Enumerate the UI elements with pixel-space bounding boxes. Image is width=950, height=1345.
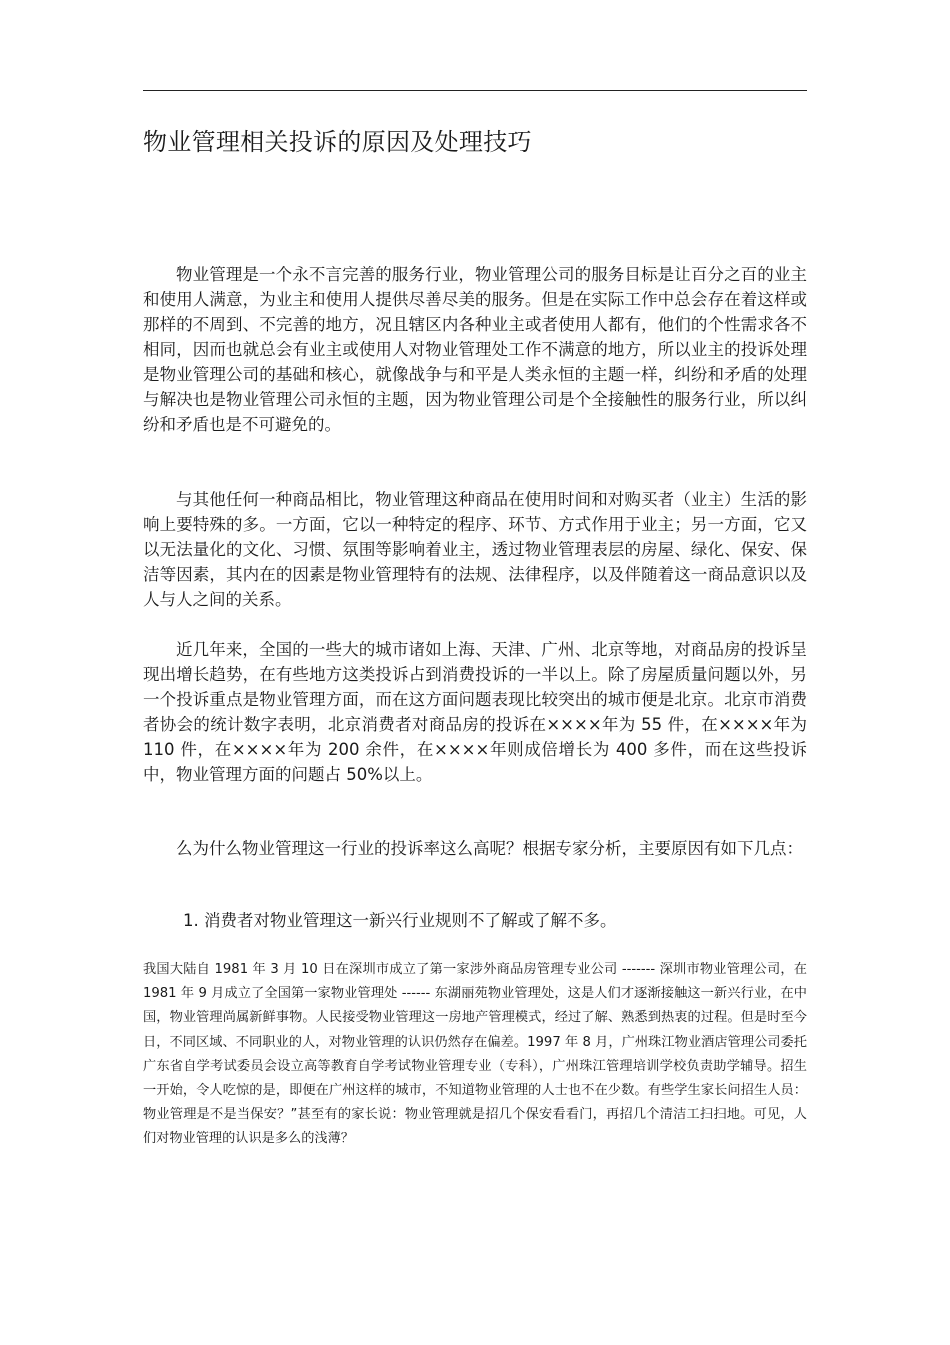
header-rule — [143, 90, 807, 91]
paragraph-intro: 物业管理是一个永不言完善的服务行业，物业管理公司的服务目标是让百分之百的业主和使用人满意，为业主和使用人提供尽善尽美的服务。但是在实际工作中总会存在着这样或那样的不周到、不完善的地方，况且辖区内各种业主或者使用人都有，他们的个性需求各不相同，因而也就总会有业主或使用人对物业管理处工作不满意的地方，所以业主的投诉处理是物业管理公司的基础和核心，就像战争与和平是人类永恒的主题一样，纠纷和矛盾的处理与解决也是物业管理公司永恒的主题，因为物业管理公司是个全接触性的服务行业，所以纠纷和矛盾也是不可避免的。 — [143, 265, 807, 434]
paragraph-history: 我国大陆自 1981 年 3 月 10 日在深圳市成立了第一家涉外商品房管理专业公司 ------- 深圳市物业管理公司，在 1981 年 9 月成立了全国第一家物业管理处 ------ 东湖丽苑物业管理处，这是人们才逐渐接触这一新兴行业，在中国，物业管理尚属新鲜事物。人民接受物业管理这一房地产管理模式，经过了解、熟悉到热衷的过程。但是时至今日，不同区域、不同职业的人，对物业管理的认识仍然存在偏差。1997 年 8 月，广州珠江物业酒店管理公司委托广东省自学考试委员会设立高等教育自学考试物业管理专业（专科），广州珠江管理培训学校负责助学辅导。招生一开始，令人吃惊的是，即便在广州这样的城市，不知道物业管理的人士也不在少数。有些学生家长问招生人员：物业管理是不是当保安？”甚至有的家长说：物业管理就是招几个保安看看门，再招几个清洁工扫扫地。可见，人们对物业管理的认识是多么的浅薄？ — [143, 962, 807, 1147]
list-item-reason-1: 1. 消费者对物业管理这一新兴行业规则不了解或了解不多。 — [183, 911, 617, 930]
paragraph-commodity: 与其他任何一种商品相比，物业管理这种商品在使用时间和对购买者（业主）生活的影响上要特殊的多。一方面，它以一种特定的程序、环节、方式作用于业主；另一方面，它又以无法量化的文化、习惯、氛围等影响着业主，透过物业管理表层的房屋、绿化、保安、保洁等因素，其内在的因素是物业管理特有的法规、法律程序，以及伴随着这一商品意识以及人与人之间的关系。 — [143, 490, 807, 609]
paragraph-reasons: 么为什么物业管理这一行业的投诉率这么高呢？根据专家分析，主要原因有如下几点： — [176, 839, 803, 858]
paragraph-statistics: 近几年来，全国的一些大的城市诸如上海、天津、广州、北京等地，对商品房的投诉呈现出增长趋势，在有些地方这类投诉占到消费投诉的一半以上。除了房屋质量问题以外，另一个投诉重点是物业管理方面，而在这方面问题表现比较突出的城市便是北京。北京市消费者协会的统计数字表明，北京消费者对商品房的投诉在××××年为 55 件，在××××年为 110 件，在××××年为 200 余件，在××××年则成倍增长为 400 多件，而在这些投诉中，物业管理方面的问题占 50%以上。 — [143, 640, 807, 784]
document-title: 物业管理相关投诉的原因及处理技巧 — [143, 128, 532, 156]
